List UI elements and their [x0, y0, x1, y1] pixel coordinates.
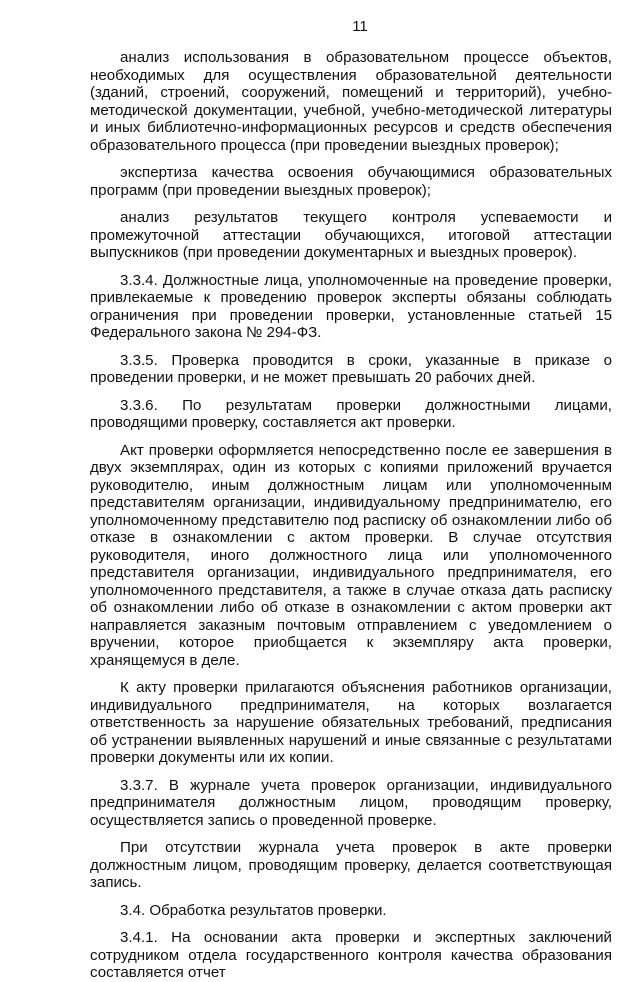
paragraph-no-journal: При отсутствии журнала учета проверок в акте проверки должностным лицом, проводящим проверку, делается соответствующая запись.	[90, 839, 612, 891]
paragraph-3-3-5: 3.3.5. Проверка проводится в сроки, указанные в приказе о проведении проверки, и не может превышать 20 рабочих дней.	[90, 351, 612, 386]
page-number: 11	[352, 18, 368, 35]
paragraph-analysis-objects: анализ использования в образовательном процессе объектов, необходимых для осуществления образовательной деятельности (зданий, строений, сооружений, помещений и территорий), учебно-методической документации, учебной, учебно-методической литературы и иных библиотечно-информационных ресурсов и средств обеспечения образовательного процесса (при проведении выездных проверок);	[90, 49, 612, 154]
paragraph-3-4-1: 3.4.1. На основании акта проверки и экспертных заключений сотрудником отдела государственного контроля качества образования составляется отчет	[90, 929, 612, 981]
paragraph-3-4: 3.4. Обработка результатов проверки.	[120, 901, 387, 919]
paragraph-3-3-7: 3.3.7. В журнале учета проверок организации, индивидуального предпринимателя должностным лицом, проводящим проверку, осуществляется запись о проведенной проверке.	[90, 776, 612, 829]
paragraph-analysis-results: анализ результатов текущего контроля успеваемости и промежуточной аттестации обучающихся, итоговой аттестации выпускников (при проведении документарных и выездных проверок).	[90, 209, 612, 261]
paragraph-3-3-4: 3.3.4. Должностные лица, уполномоченные на проведение проверки, привлекаемые к проведению проверок эксперты обязаны соблюдать ограничения при проведении проверки, установленные статьей 15 Федерального закона № 294-ФЗ.	[90, 271, 612, 341]
paragraph-3-3-6: 3.3.6. По результатам проверки должностными лицами, проводящими проверку, составляется акт проверки.	[90, 396, 612, 431]
paragraph-inspection-act: Акт проверки оформляется непосредственно после ее завершения в двух экземплярах, один из которых с копиями приложений вручается руководителю, иным должностным лицам или уполномоченным представителям организации, индивидуальному предпринимателю, его уполномоченному представителю под расписку об ознакомлении либо об отказе в ознакомлении с актом проверки. В случае отсутствия руководителя, иного должностного лица или уполномоченного представителя организации, индивидуального предпринимателя, его уполномоченного представителя, а также в случае отказа дать расписку об ознакомлении либо об отказе в ознакомлении с актом проверки акт направляется заказным почтовым отправлением с уведомлением о вручении, которое приобщается к экземпляру акта проверки, хранящемуся в деле.	[90, 441, 612, 669]
paragraph-expertise-quality: экспертиза качества освоения обучающимися образовательных программ (при проведении выездных проверок);	[90, 164, 612, 199]
paragraph-act-attachments: К акту проверки прилагаются объяснения работников организации, индивидуального предпринимателя, на которых возлагается ответственность за нарушение обязательных требований, предписания об устранении выявленных нарушений и иные связанные с результатами проверки документы или их копии.	[90, 679, 612, 766]
